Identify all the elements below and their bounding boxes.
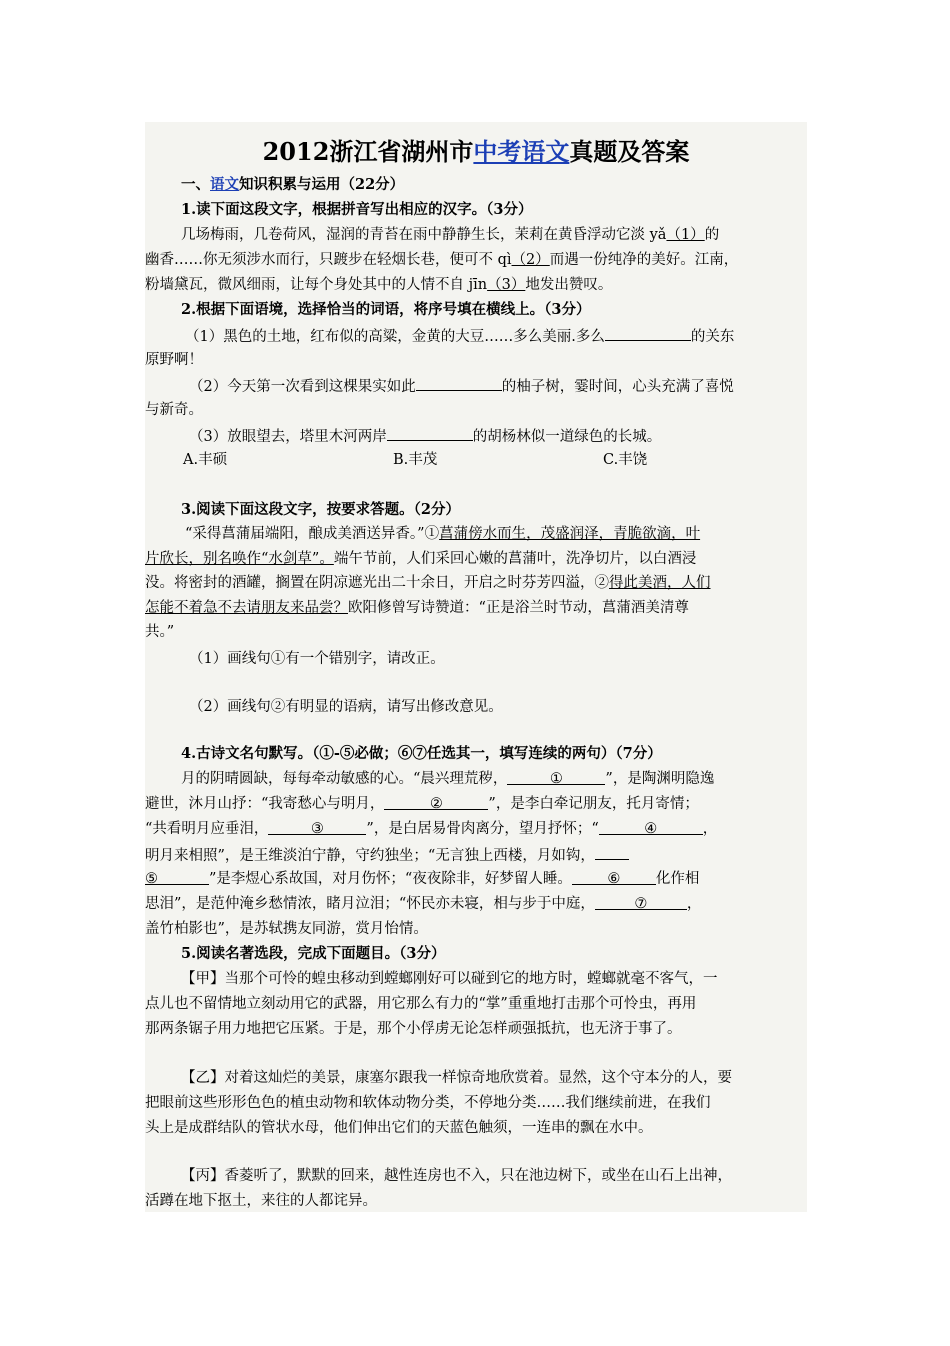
- q1-line-3: [145, 275, 612, 295]
- q2-heading: 2.根据下面语境，选择恰当的词语，将序号填在横线上。（3分）: [181, 301, 591, 318]
- option-b: B.丰茂: [393, 452, 438, 468]
- q2-sentence-3: [189, 425, 661, 447]
- option-a: A.丰硕: [183, 452, 228, 468]
- text: 思泪”，是范仲淹乡愁情浓，睹月泣泪；“怀民亦未寝，相与步于中庭，: [145, 896, 595, 912]
- q4-line-1: [181, 769, 714, 789]
- text: 明月来相照”，是王维淡泊宁静，守约独坐；“无言独上西楼，月如钩，: [145, 848, 595, 864]
- excerpt-yi-line-3: 头上是成群结队的管状水母，他们伸出它们的天蓝色触须，一连串的飘在水中。: [145, 1120, 653, 1136]
- excerpt-bing-line-2: 活蹲在地下抠土，来往的人都诧异。: [145, 1193, 377, 1209]
- page-title: [145, 132, 807, 167]
- section-title: 知识积累与运用（22分）: [239, 176, 405, 193]
- q4-heading: 4.古诗文名句默写。（①-⑤必做；⑥⑦任选其一，填写连续的两句）（7分）: [181, 745, 662, 762]
- q3-line-4: [145, 598, 689, 618]
- answer-blank[interactable]: ②: [384, 794, 488, 810]
- q4-line-2: [145, 794, 699, 814]
- excerpt-jia-line-3: 那两条锯子用力地把它压紧。于是，那个小俘虏无论怎样顽强抵抗，也无济于事了。: [145, 1021, 682, 1037]
- answer-blank[interactable]: ⑦: [595, 894, 687, 910]
- document-page: [145, 122, 807, 1212]
- q4-line-6: [145, 894, 701, 914]
- blank-3: （3）: [487, 277, 526, 293]
- text: 幽香……你无须涉水而行，只踱步在轻烟长巷，便可不 qì: [145, 252, 512, 268]
- text: 欧阳修曾写诗赞道：“正是浴兰时节动，菖蒲酒美清尊: [348, 600, 689, 616]
- q1-line-1: [181, 225, 719, 245]
- answer-blank[interactable]: ④: [599, 819, 703, 835]
- excerpt-yi-line-2: 把眼前这些形形色色的植虫动物和软体动物分类，不停地分类……我们继续前进，在我们: [145, 1095, 711, 1111]
- answer-blank[interactable]: [595, 844, 629, 860]
- text: “共看明月应垂泪，: [145, 821, 269, 837]
- text: ，: [702, 821, 718, 837]
- q1-line-2: [145, 250, 738, 270]
- text: （1）黑色的土地，红布似的高粱，金黄的大豆……多么美丽.多么: [185, 329, 605, 345]
- text: （3）放眼望去，塔里木河两岸: [189, 429, 387, 445]
- title-suffix: 真题及答案: [569, 137, 690, 166]
- text: （2）今天第一次看到这棵果实如此: [189, 379, 416, 395]
- excerpt-bing-line-1: 【丙】香菱听了，默默的回来，越性连房也不入，只在池边树下，或坐在山石上出神，: [181, 1168, 732, 1184]
- q2-sentence-2-cont: 与新奇。: [145, 402, 203, 418]
- q5-heading: 5.阅读名著选段，完成下面题目。（3分）: [181, 945, 446, 962]
- q3-sub-2: （2）画线句②有明显的语病，请写出修改意见。: [189, 699, 503, 715]
- answer-blank[interactable]: ①: [507, 769, 605, 785]
- q2-sentence-1-cont: 原野啊！: [145, 352, 203, 368]
- answer-blank[interactable]: ⑤: [145, 869, 209, 885]
- underlined-sentence-1: 菖蒲傍水而生，茂盛润泽，青脆欲滴，叶: [439, 526, 701, 542]
- answer-blank[interactable]: [416, 375, 502, 391]
- q4-line-7: 盖竹柏影也”，是苏轼携友同游，赏月怡情。: [145, 921, 428, 937]
- q4-line-3: [145, 819, 717, 839]
- q2-sentence-2: [189, 375, 734, 397]
- title-prefix: 2012浙江省湖州市: [262, 137, 474, 166]
- text: 的关东: [690, 329, 735, 345]
- text: 几场梅雨，几卷荷风，湿润的青苔在雨中静静生长，茉莉在黄昏浮动它淡 yǎ: [181, 227, 667, 243]
- text: ”，是李白牵记朋友，托月寄情；: [488, 796, 699, 812]
- text: 端午节前，人们采回心嫩的菖蒲叶，洗净切片，以白酒浸: [333, 551, 697, 567]
- underlined-sentence-2: 得此美酒，人们: [609, 575, 711, 591]
- section-number: 一、: [181, 176, 210, 193]
- answer-blank[interactable]: ⑥: [572, 869, 656, 885]
- q3-heading: 3.阅读下面这段文字，按要求答题。（2分）: [181, 501, 460, 518]
- q3-line-3: [145, 573, 711, 593]
- underlined-sentence-1: 片欣长，别名唤作“水剑草”。: [145, 551, 334, 567]
- text: 月的阴晴圆缺，每每牵动敏感的心。“晨兴理荒秽，: [181, 771, 508, 787]
- excerpt-jia-line-2: 点儿也不留情地立刻动用它的武器，用它那么有力的“掌”重重地打击那个可怜虫，再用: [145, 996, 697, 1012]
- q3-line-2: [145, 549, 696, 569]
- text: 没。将密封的酒罐，搁置在阴凉遮光出二十余日，开启之时芬芳四溢，②: [145, 575, 609, 591]
- text: 化作相: [655, 871, 700, 887]
- option-c: C.丰饶: [603, 452, 648, 468]
- q4-line-5: [145, 869, 699, 889]
- q4-line-4: [145, 844, 629, 866]
- section-heading: [181, 175, 404, 195]
- text: ”，是陶渊明隐逸: [605, 771, 715, 787]
- blank-2: （2）: [511, 252, 550, 268]
- text: 的胡杨林似一道绿色的长城。: [472, 429, 662, 445]
- text: ，: [686, 896, 702, 912]
- text: “采得菖蒲届端阳，酿成美酒送异香。”①: [185, 526, 440, 542]
- text: ”，是白居易骨肉离分，望月抒怀；“: [366, 821, 599, 837]
- answer-blank[interactable]: [387, 425, 473, 441]
- text: 粉墙黛瓦，微风细雨，让每个身处其中的人情不自 jīn: [145, 277, 488, 293]
- text: 的: [704, 227, 720, 243]
- text: 而遇一份纯净的美好。江南，: [549, 252, 739, 268]
- excerpt-jia-line-1: 【甲】当那个可怜的蝗虫移动到螳螂刚好可以碰到它的地方时，螳螂就毫不客气，一: [181, 971, 718, 987]
- text: 地发出赞叹。: [525, 277, 613, 293]
- q3-sub-1: （1）画线句①有一个错别字，请改正。: [189, 651, 445, 667]
- answer-blank[interactable]: ③: [268, 819, 366, 835]
- text: 的柚子树，霎时间，心头充满了喜悦: [501, 379, 734, 395]
- blank-1: （1）: [666, 227, 705, 243]
- title-link[interactable]: 中考语文: [473, 137, 570, 166]
- q1-heading: 1.读下面这段文字，根据拼音写出相应的汉字。（3分）: [181, 201, 533, 218]
- text: ”是李煜心系故国，对月伤怀；“夜夜除非，好梦留人睡。: [209, 871, 572, 887]
- q3-line-1: [185, 524, 700, 544]
- q3-line-5: 共。”: [145, 624, 175, 640]
- q2-sentence-1: [185, 325, 734, 347]
- underlined-sentence-2: 怎能不着急不去请朋友来品尝？: [145, 600, 348, 616]
- section-link[interactable]: 语文: [210, 176, 239, 193]
- answer-blank[interactable]: [605, 325, 691, 341]
- text: 避世，沐月山抒：“我寄愁心与明月，: [145, 796, 385, 812]
- excerpt-yi-line-1: 【乙】对着这灿烂的美景，康塞尔跟我一样惊奇地欣赏着。显然，这个守本分的人，要: [181, 1070, 732, 1086]
